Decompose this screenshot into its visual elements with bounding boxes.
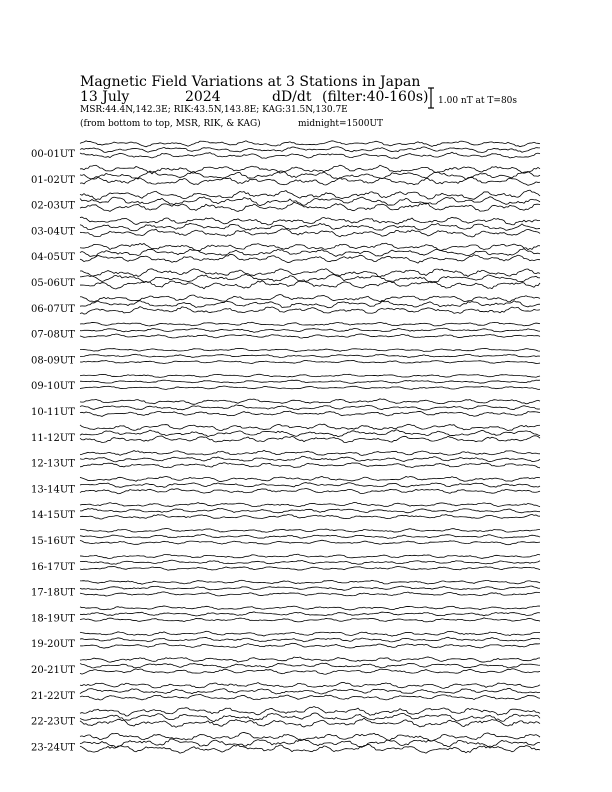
scale-bar [428,88,517,108]
trace-rik [80,430,540,437]
trace-rik [80,197,540,206]
trace-kag [80,450,540,455]
trace-msr [80,360,540,363]
hour-row [31,190,540,211]
trace-kag [80,190,540,199]
trace-rik [80,483,540,488]
trace-kag [80,554,540,558]
hour-row [31,450,540,469]
hour-label: 22-23UT [31,716,75,728]
hour-rows [31,141,540,754]
trace-kag [80,217,540,225]
trace-msr [80,334,540,338]
trace-msr [80,436,540,443]
trace-rik [80,328,540,332]
trace-kag [80,502,540,506]
chart-year: 2024 [185,89,221,105]
hour-label: 03-04UT [31,226,75,238]
hour-label: 11-12UT [31,432,75,444]
hour-row [31,374,540,392]
trace-msr [80,669,540,675]
chart-filter: (filter:40-160s) [322,89,429,105]
trace-rik [80,380,540,383]
trace-msr [80,592,540,596]
hour-row [31,657,540,676]
trace-rik [80,223,540,230]
trace-msr [80,566,540,570]
hour-row [31,269,540,289]
trace-rik [80,663,540,668]
hour-row [31,707,540,728]
trace-msr [80,643,540,648]
hour-row [31,141,540,160]
trace-rik [80,301,540,308]
trace-rik [80,354,540,357]
trace-kag [80,707,540,716]
hour-label: 21-22UT [31,690,75,702]
trace-kag [80,348,540,351]
hour-row [31,294,540,314]
hour-label: 12-13UT [31,458,75,470]
hour-label: 13-14UT [31,484,75,496]
trace-msr [80,386,540,389]
chart-quantity: dD/dt [272,89,312,105]
hour-label: 19-20UT [31,639,75,651]
trace-kag [80,732,540,741]
hour-label: 07-08UT [31,329,75,341]
trace-rik [80,560,540,564]
hour-label: 09-10UT [31,381,75,393]
trace-msr [80,254,540,263]
hour-label: 17-18UT [31,587,75,599]
hour-label: 20-21UT [31,665,75,676]
trace-kag [80,682,540,688]
hour-row [31,217,540,237]
trace-msr [80,307,540,314]
hour-label: 00-01UT [31,149,75,160]
hour-label: 04-05UT [31,252,75,264]
trace-kag [80,528,540,532]
hour-row [31,322,540,340]
scale-bar-label: 1.00 nT at T=80s [438,96,518,106]
hour-label: 10-11UT [31,407,75,418]
trace-msr [80,744,540,753]
hour-label: 16-17UT [31,561,75,573]
trace-kag [80,580,540,584]
hour-row [31,606,540,624]
hour-row [31,580,540,598]
trace-msr [80,514,540,519]
trace-msr [80,411,540,416]
hour-label: 02-03UT [31,200,75,212]
trace-msr [80,463,540,468]
hour-label: 05-06UT [31,278,75,289]
trace-msr [80,229,540,237]
trace-rik [80,508,540,512]
chart-title: Magnetic Field Variations at 3 Stations in Japan [80,74,421,90]
trace-msr [80,280,540,289]
chart-stations: MSR:44.4N,142.3E; RIK:43.5N,143.8E; KAG:31.5N,130.7E [80,105,348,115]
hour-label: 18-19UT [31,613,75,625]
trace-kag [80,269,540,277]
trace-rik [80,586,540,590]
hour-row [31,424,540,444]
trace-rik [80,147,540,153]
trace-kag [80,606,540,610]
chart-date: 13 July [80,89,130,105]
trace-kag [80,399,540,404]
trace-kag [80,657,540,662]
trace-kag [80,322,540,326]
trace-kag [80,476,540,481]
trace-rik [80,534,540,538]
hour-label: 08-09UT [31,355,75,367]
trace-kag [80,165,540,174]
trace-kag [80,294,540,301]
hour-label: 15-16UT [31,536,75,547]
trace-rik [80,405,540,410]
hour-row [31,631,540,650]
hour-row [31,732,540,753]
trace-msr [80,202,540,211]
trace-kag [80,374,540,377]
hour-label: 06-07UT [31,303,75,315]
trace-rik [80,612,540,616]
trace-msr [80,540,540,545]
trace-rik [80,739,540,748]
hour-label: 01-02UT [31,174,75,186]
hour-row [31,476,540,495]
chart-order-note: (from bottom to top, MSR, RIK, & KAG) [80,119,261,129]
trace-kag [80,631,540,636]
hour-row [31,554,540,573]
trace-rik [80,713,540,722]
chart-midnight: midnight=1500UT [298,119,384,129]
hour-row [31,399,540,418]
hour-row [31,528,540,547]
trace-kag [80,141,540,147]
hour-row [31,165,540,186]
hour-row [31,502,540,521]
trace-msr [80,618,540,622]
trace-kag [80,424,540,431]
hour-row [31,243,540,263]
trace-rik [80,456,540,462]
trace-msr [80,152,540,158]
trace-rik [80,249,540,257]
trace-msr [80,694,540,700]
trace-rik [80,274,540,283]
trace-msr [80,718,540,727]
hour-label: 23-24UT [31,742,75,754]
trace-rik [80,637,540,642]
chart-header [80,74,517,129]
trace-msr [80,488,540,493]
trace-rik [80,688,540,694]
hour-label: 14-15UT [31,510,75,522]
hour-row [31,682,540,701]
hour-row [31,348,540,366]
